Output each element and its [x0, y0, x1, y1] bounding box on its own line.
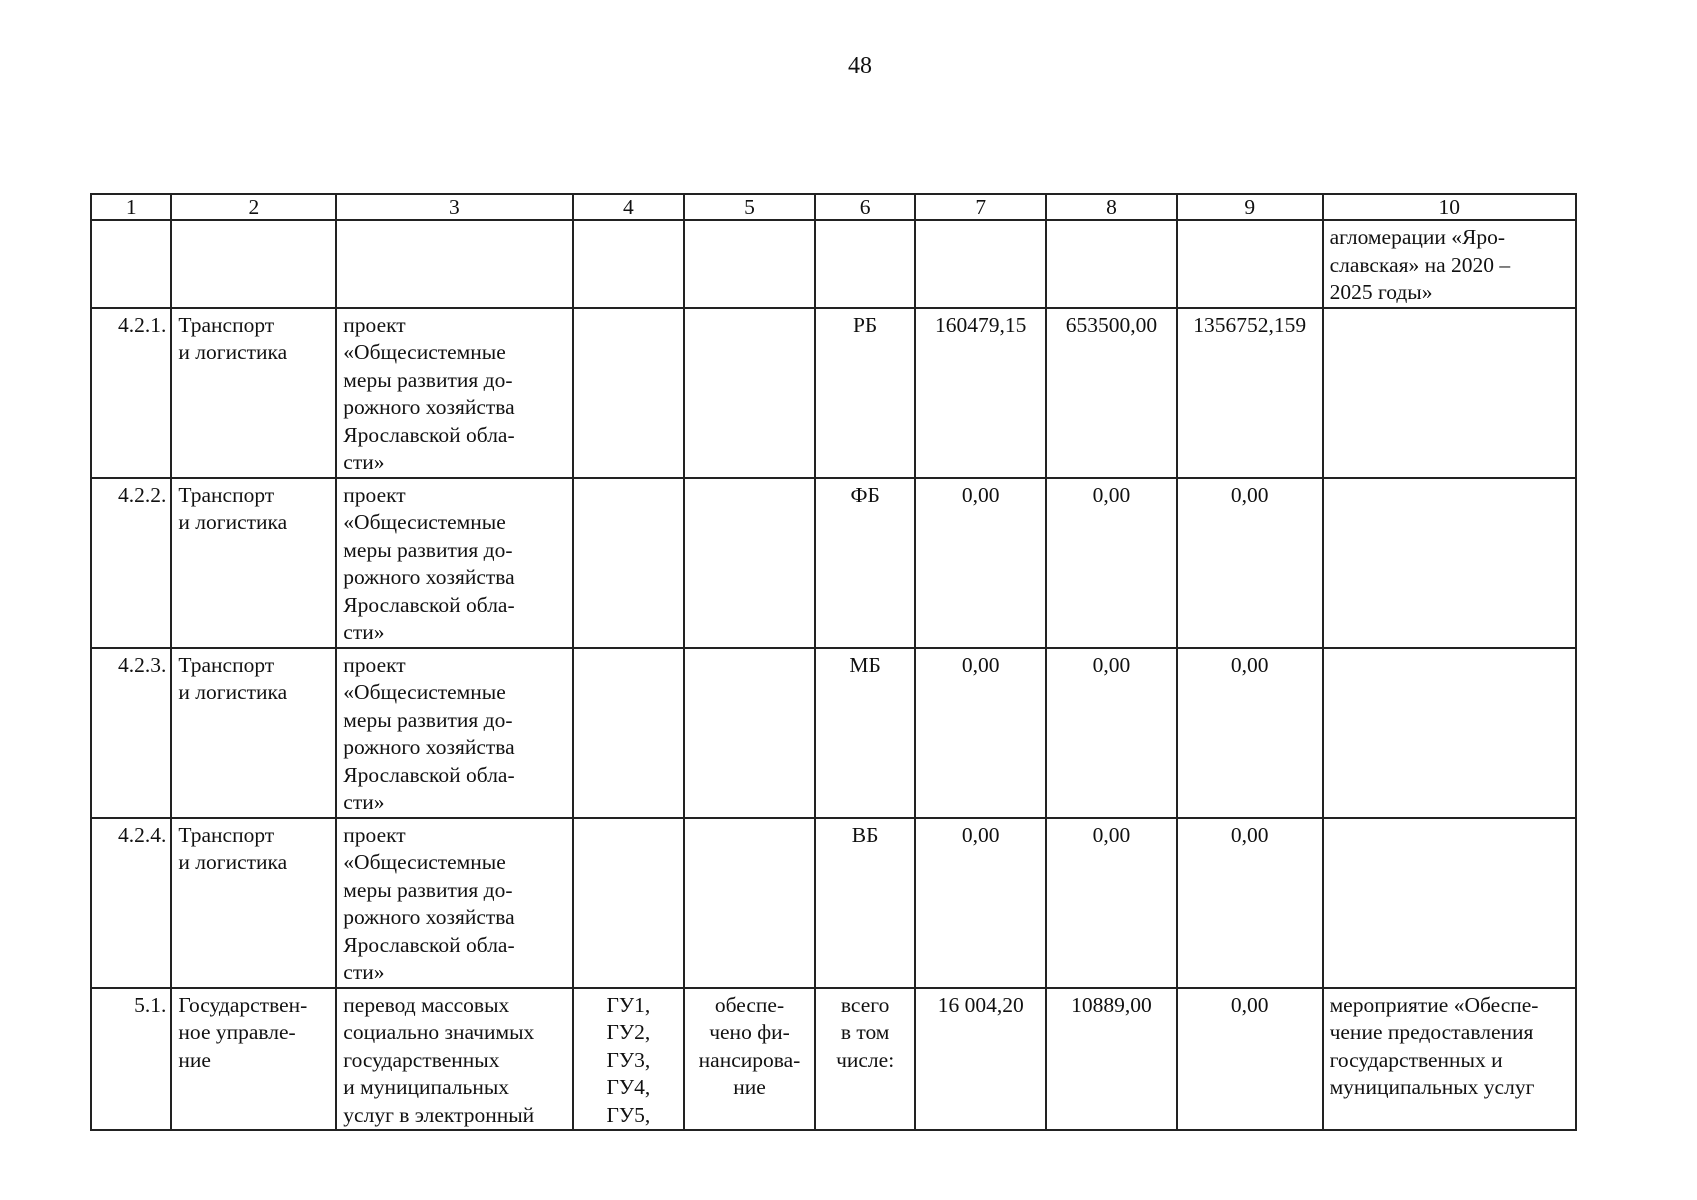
sector-cell: Транспорт и логистика: [171, 818, 336, 988]
table-row: [91, 648, 1576, 818]
header-cell: 1: [91, 194, 171, 220]
table-row: [91, 818, 1576, 988]
table-row: [91, 308, 1576, 478]
event-cell: [1323, 648, 1576, 818]
value-col9: 0,00: [1177, 818, 1323, 988]
table-row: [91, 478, 1576, 648]
row-number: 4.2.4.: [91, 818, 171, 988]
header-cell: 3: [336, 194, 572, 220]
value-col9: 0,00: [1177, 478, 1323, 648]
row-number: 5.1.: [91, 988, 171, 1131]
value-col8: 653500,00: [1046, 308, 1177, 478]
indicator-cell: [573, 818, 685, 988]
value-col9: 0,00: [1177, 988, 1323, 1131]
indicator-cell: ГУ1, ГУ2, ГУ3, ГУ4, ГУ5,: [573, 988, 685, 1131]
indicator-cell: [573, 648, 685, 818]
row-number: 4.2.1.: [91, 308, 171, 478]
indicator-cell: [573, 478, 685, 648]
header-cell: 7: [915, 194, 1046, 220]
header-cell: 2: [171, 194, 336, 220]
sector-cell: Транспорт и логистика: [171, 648, 336, 818]
program-table: [90, 193, 1577, 1131]
source-cell: ВБ: [815, 818, 916, 988]
event-cell: мероприятие «Обеспе- чение предоставления государственных и муниципальных услуг: [1323, 988, 1576, 1131]
sector-cell: Государствен- ное управле- ние: [171, 988, 336, 1131]
status-cell: [684, 648, 815, 818]
value-col9: 0,00: [1177, 648, 1323, 818]
table-row: [91, 988, 1576, 1131]
sector-cell: Транспорт и логистика: [171, 308, 336, 478]
value-col9: 1356752,159: [1177, 308, 1323, 478]
event-cell: [1323, 818, 1576, 988]
sector-cell: Транспорт и логистика: [171, 478, 336, 648]
value-col7: 0,00: [915, 818, 1046, 988]
project-cell: проект «Общесистемные меры развития до- рожного хозяйства Ярославской обла- сти»: [336, 308, 572, 478]
header-cell: 8: [1046, 194, 1177, 220]
page-number: 48: [848, 53, 872, 79]
source-cell: МБ: [815, 648, 916, 818]
event-cell: [1323, 308, 1576, 478]
status-cell: [684, 478, 815, 648]
status-cell: [684, 818, 815, 988]
header-cell: 9: [1177, 194, 1323, 220]
value-col7: 160479,15: [915, 308, 1046, 478]
value-col8: 0,00: [1046, 478, 1177, 648]
value-col8: 0,00: [1046, 648, 1177, 818]
project-cell: проект «Общесистемные меры развития до- рожного хозяйства Ярославской обла- сти»: [336, 818, 572, 988]
header-cell: 5: [684, 194, 815, 220]
value-col7: 0,00: [915, 478, 1046, 648]
source-cell: ФБ: [815, 478, 916, 648]
status-cell: [684, 308, 815, 478]
value-col7: 0,00: [915, 648, 1046, 818]
continuation-row: [91, 220, 1576, 308]
indicator-cell: [573, 308, 685, 478]
header-cell: 10: [1323, 194, 1576, 220]
continuation-text: агломерации «Яро- славская» на 2020 – 2025 годы»: [1323, 220, 1576, 308]
header-cell: 6: [815, 194, 916, 220]
event-cell: [1323, 478, 1576, 648]
project-cell: проект «Общесистемные меры развития до- рожного хозяйства Ярославской обла- сти»: [336, 478, 572, 648]
value-col7: 16 004,20: [915, 988, 1046, 1131]
value-col8: 10889,00: [1046, 988, 1177, 1131]
row-number: 4.2.3.: [91, 648, 171, 818]
project-cell: проект «Общесистемные меры развития до- рожного хозяйства Ярославской обла- сти»: [336, 648, 572, 818]
source-cell: всего в том числе:: [815, 988, 916, 1131]
row-number: 4.2.2.: [91, 478, 171, 648]
project-cell: перевод массовых социально значимых государственных и муниципальных услуг в электронный: [336, 988, 572, 1131]
value-col8: 0,00: [1046, 818, 1177, 988]
status-cell: обеспе- чено фи- нансирова- ние: [684, 988, 815, 1131]
header-cell: 4: [573, 194, 685, 220]
header-row: [91, 194, 1576, 220]
source-cell: РБ: [815, 308, 916, 478]
